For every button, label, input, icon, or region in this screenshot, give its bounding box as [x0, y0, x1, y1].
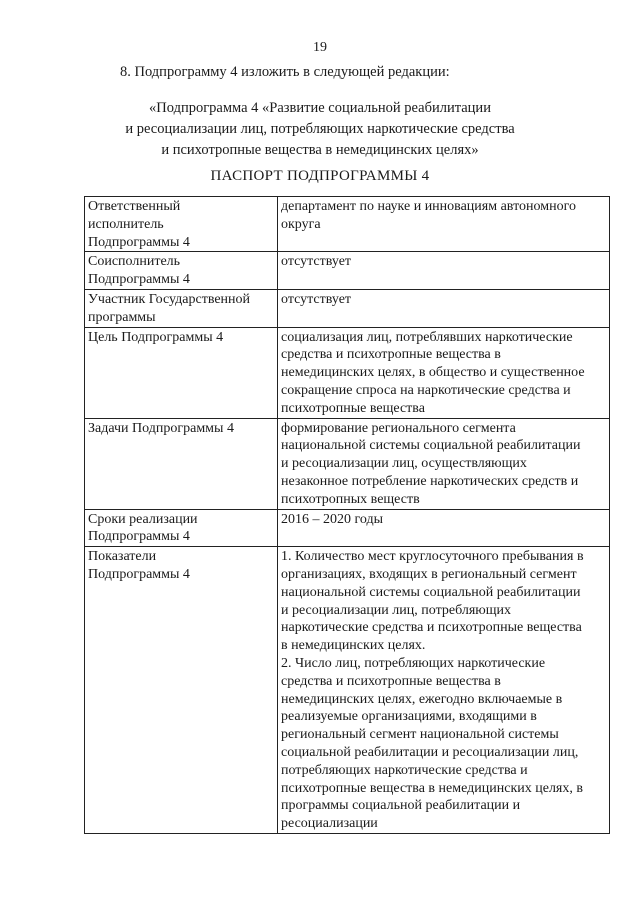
label-line: Подпрограммы 4	[88, 566, 190, 582]
value-line: немедицинских целях, в общество и существенное	[281, 365, 585, 381]
label-line: Подпрограммы 4	[88, 529, 190, 545]
page-number: 19	[313, 40, 327, 55]
value-line: и ресоциализации лиц, потребляющих	[281, 602, 512, 618]
label-line: Задачи Подпрограммы 4	[88, 420, 234, 436]
label-line: Показатели	[88, 549, 157, 565]
value-line: округа	[281, 216, 321, 232]
value-line: потребляющих наркотические средства и	[281, 762, 528, 778]
passport-row-value	[278, 547, 610, 834]
passport-row-label	[85, 289, 278, 327]
value-line: социализация лиц, потреблявших наркотические	[281, 329, 573, 345]
subprogram-title-line: и психотропные вещества в немедицинских целях»	[161, 142, 479, 158]
value-line: национальной системы социальной реабилитации	[281, 438, 581, 454]
value-line: 2016 – 2020 годы	[281, 511, 384, 527]
label-line: программы	[88, 309, 156, 325]
value-line: средства и психотропные вещества в	[281, 673, 501, 689]
passport-title: ПАСПОРТ ПОДПРОГРАММЫ 4	[210, 168, 430, 184]
value-line: средства и психотропные вещества в	[281, 347, 501, 363]
value-line: незаконное потребление наркотических средств и	[281, 473, 579, 489]
passport-row-label	[85, 547, 278, 834]
passport-row-label	[85, 197, 278, 252]
subprogram-title-line: и ресоциализации лиц, потребляющих наркотические средства	[125, 121, 515, 137]
value-line: отсутствует	[281, 291, 352, 307]
passport-row-label	[85, 418, 278, 509]
passport-row-value	[278, 327, 610, 418]
passport-row-value	[278, 289, 610, 327]
passport-row-label	[85, 509, 278, 547]
passport-row	[85, 509, 610, 547]
value-line: программы социальной реабилитации и	[281, 798, 521, 814]
label-line: Ответственный	[88, 199, 181, 214]
passport-row	[85, 197, 610, 252]
value-line: в немедицинских целях.	[281, 638, 426, 654]
value-line: национальной системы социальной реабилитации	[281, 584, 581, 600]
value-line: и ресоциализации лиц, осуществляющих	[281, 456, 527, 472]
value-line: отсутствует	[281, 254, 352, 270]
value-line: психотропные вещества	[281, 400, 425, 416]
passport-row-value	[278, 509, 610, 547]
value-line: реализуемые организациями, входящими в	[281, 709, 537, 725]
value-line: 2. Число лиц, потребляющих наркотические	[281, 655, 546, 671]
value-line: формирование регионального сегмента	[281, 420, 516, 436]
passport-row-value	[278, 197, 610, 252]
amendment-instruction: 8. Подпрограмму 4 изложить в следующей редакции:	[120, 64, 450, 80]
label-line: Участник Государственной	[88, 291, 251, 307]
value-line: 1. Количество мест круглосуточного пребывания в	[281, 549, 584, 565]
value-line: наркотические средства и психотропные вещества	[281, 620, 582, 636]
passport-row	[85, 547, 610, 834]
label-line: исполнитель	[88, 216, 164, 232]
label-line: Сроки реализации	[88, 511, 198, 527]
value-line: сокращение спроса на наркотические средства и	[281, 382, 571, 398]
passport-row-value	[278, 252, 610, 290]
passport-row-label	[85, 327, 278, 418]
value-line: департамент по науке и инновациям автономного	[281, 199, 576, 214]
passport-row	[85, 418, 610, 509]
passport-row-label	[85, 252, 278, 290]
value-line: психотропные вещества в немедицинских целях, в	[281, 780, 583, 796]
passport-row	[85, 252, 610, 290]
value-line: немедицинских целях, ежегодно включаемые в	[281, 691, 563, 707]
value-line: ресоциализации	[281, 816, 378, 832]
value-line: психотропных веществ	[281, 491, 420, 507]
label-line: Подпрограммы 4	[88, 234, 190, 250]
value-line: социальной реабилитации и ресоциализации лиц,	[281, 744, 579, 760]
subprogram-title	[0, 98, 640, 161]
value-line: организациях, входящих в региональный сегмент	[281, 566, 577, 582]
label-line: Цель Подпрограммы 4	[88, 329, 224, 345]
passport-row	[85, 327, 610, 418]
value-line: региональный сегмент национальной системы	[281, 727, 559, 743]
passport-table	[84, 196, 610, 834]
label-line: Подпрограммы 4	[88, 272, 190, 288]
passport-row	[85, 289, 610, 327]
passport-row-value	[278, 418, 610, 509]
label-line: Соисполнитель	[88, 254, 181, 270]
subprogram-title-line: «Подпрограмма 4 «Развитие социальной реабилитации	[149, 100, 491, 116]
